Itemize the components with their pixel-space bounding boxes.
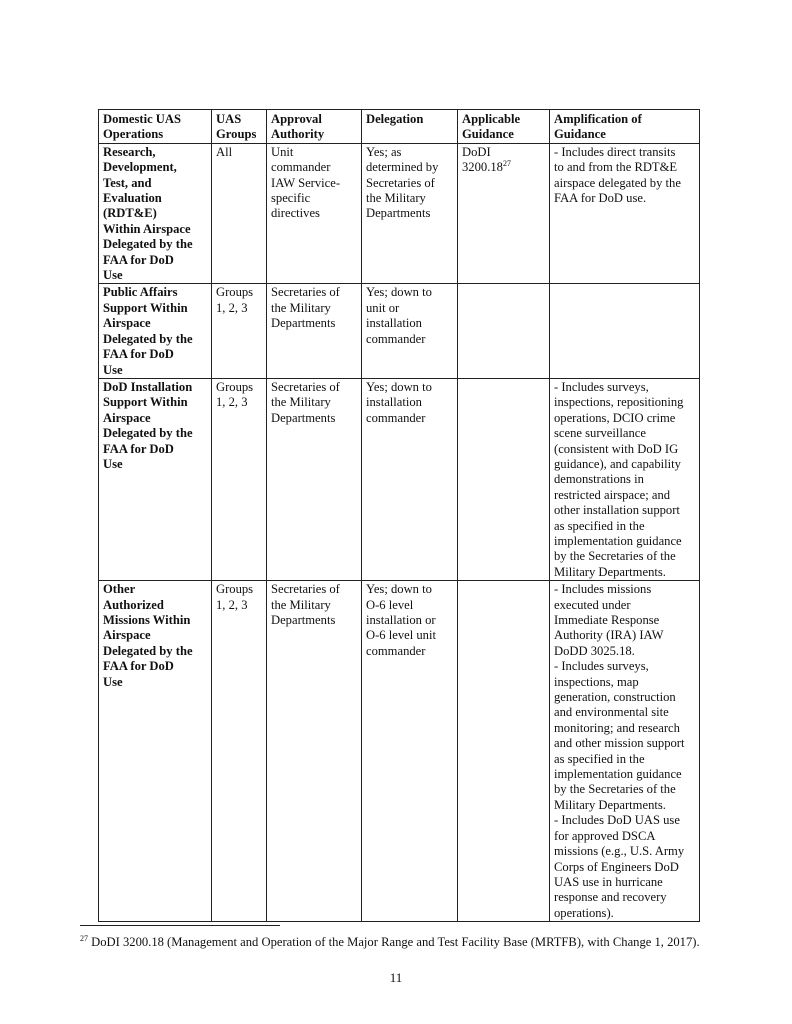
table-row [99,581,700,922]
uas-operations-table [98,109,700,922]
footnote-text: DoDI 3200.18 (Management and Operation of the Major Range and Test Facility Base (MRTFB), with Change 1, 2017). [88,935,700,949]
amplification-cell: - Includes missions executed under Immediate Response Authority (IRA) IAW DoDD 3025.18. - Includes surveys, inspections, map generation, construction and environmental site monitoring; and research and other mission support as specified in the implementation guidance by the Secretaries of the Military Departments. - Includes DoD UAS use for approved DSCA missions (e.g., U.S. Army Corps of Engineers DoD UAS use in hurricane response and recovery operations). [550,581,700,922]
table-row [99,143,700,284]
guidance-cell [458,143,550,284]
footnote-marker: 27 [80,933,88,943]
header-guidance: Applicable Guidance [458,110,550,144]
operation-cell: Public Affairs Support Within Airspace Delegated by the FAA for DoD Use [99,284,212,378]
operation-cell: Other Authorized Missions Within Airspace Delegated by the FAA for DoD Use [99,581,212,922]
guidance-cell [458,378,550,580]
operation-cell: Research, Development, Test, and Evaluation (RDT&E) Within Airspace Delegated by the FAA for DoD Use [99,143,212,284]
guidance-text: DoDI 3200.18 [462,144,503,175]
groups-cell: Groups 1, 2, 3 [212,581,267,922]
table-row [99,284,700,378]
header-operations: Domestic UAS Operations [99,110,212,144]
page-number: 11 [389,970,403,985]
operation-cell: DoD Installation Support Within Airspace Delegated by the FAA for DoD Use [99,378,212,580]
footnote-separator [80,925,280,926]
groups-cell: Groups 1, 2, 3 [212,284,267,378]
approval-cell: Secretaries of the Military Departments [267,581,362,922]
header-amplification: Amplification of Guidance [550,110,700,144]
delegation-cell: Yes; down to installation commander [362,378,458,580]
footnote [80,934,720,950]
delegation-cell: Yes; down to O-6 level installation or O-6 level unit commander [362,581,458,922]
guidance-cell [458,581,550,922]
amplification-cell: - Includes direct transits to and from the RDT&E airspace delegated by the FAA for DoD use. [550,143,700,284]
amplification-cell [550,284,700,378]
approval-cell: Secretaries of the Military Departments [267,284,362,378]
approval-cell: Unit commander IAW Service- specific directives [267,143,362,284]
approval-cell: Secretaries of the Military Departments [267,378,362,580]
delegation-cell: Yes; down to unit or installation commander [362,284,458,378]
table-header-row [99,110,700,144]
table-row [99,378,700,580]
header-approval: Approval Authority [267,110,362,144]
guidance-cell [458,284,550,378]
amplification-cell: - Includes surveys, inspections, repositioning operations, DCIO crime scene surveillance (consistent with DoD IG guidance), and capability demonstrations in restricted airspace; and other installation support as specified in the implementation guidance by the Secretaries of the Military Departments. [550,378,700,580]
footnote-reference: 27 [502,159,511,169]
header-delegation: Delegation [362,110,458,144]
header-groups: UAS Groups [212,110,267,144]
groups-cell: All [212,143,267,284]
groups-cell: Groups 1, 2, 3 [212,378,267,580]
delegation-cell: Yes; as determined by Secretaries of the Military Departments [362,143,458,284]
